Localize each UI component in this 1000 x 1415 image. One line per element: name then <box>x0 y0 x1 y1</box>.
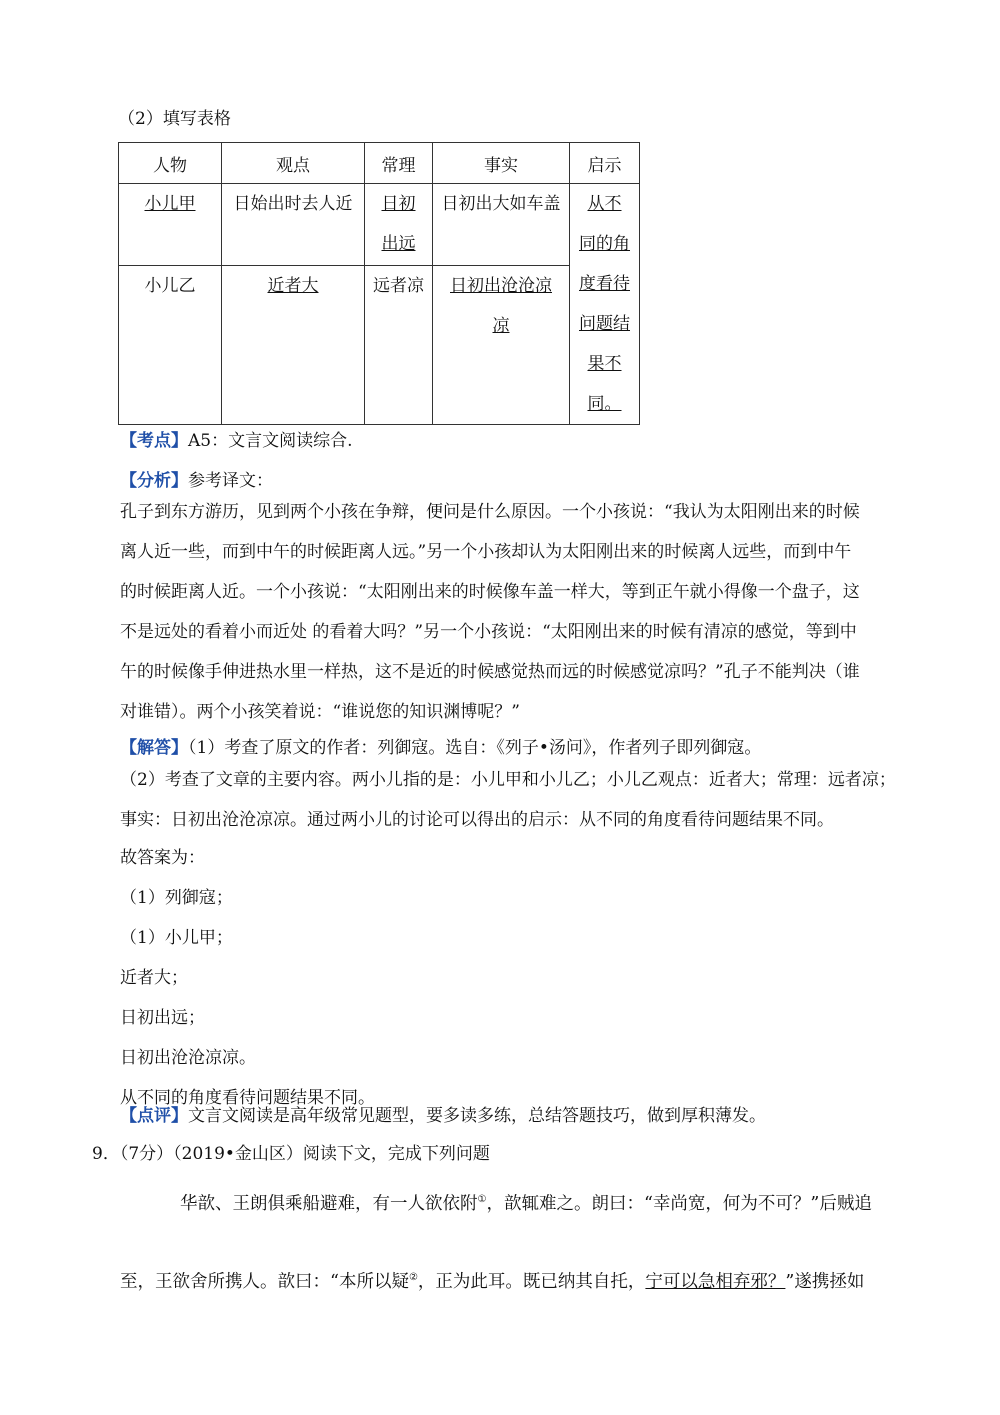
passage-text: ，歆辄难之。朗曰：“幸尚宽，何为不可？”后贼追 <box>486 1194 872 1214</box>
insight-line: 果不 <box>587 354 622 374</box>
row1-reason-line1: 日初 <box>381 194 416 214</box>
insight-cell <box>570 184 640 425</box>
answer-line: （1）列御寇； <box>120 888 233 908</box>
jieda2-line: 事实：日初出沧沧凉凉。通过两小儿的讨论可以得出的启示：从不同的角度看待问题结果不同。 <box>120 810 834 830</box>
answer-line: 近者大； <box>120 968 188 988</box>
answer-table <box>118 142 640 425</box>
question-text: （7分）（2019•金山区）阅读下文，完成下列问题 <box>119 1144 490 1164</box>
row2-reason: 远者凉 <box>373 276 424 297</box>
translation-line: 对谁错）。两个小孩笑着说：“谁说您的知识渊博呢？” <box>120 702 520 722</box>
row2-person: 小儿乙 <box>144 276 196 297</box>
footnote-mark-1: ① <box>477 1194 487 1206</box>
translation-line: 午的时候像手伸进热水里一样热，这不是近的时候感觉热而远的时候感觉凉吗？”孔子不能判决（谁 <box>120 662 860 682</box>
translation-line: 的时候距离人近。一个小孩说：“太阳刚出来的时候像车盖一样大，等到正午就小得像一个盘子，这 <box>120 582 860 602</box>
kaodian-text: A5：文言文阅读综合. <box>188 431 353 451</box>
row1-reason-line2: 出远 <box>381 234 416 254</box>
answer-line: 从不同的角度看待问题结果不同。 <box>120 1088 375 1108</box>
table-header-row <box>119 143 640 184</box>
passage-text: 华歆、王朗俱乘船避难，有一人欲依附 <box>180 1194 478 1214</box>
kaodian-tag: 【考点】 <box>120 431 188 451</box>
section-heading: （2）填写表格 <box>118 109 231 129</box>
header-reason: 常理 <box>365 143 433 184</box>
insight-line: 问题结 <box>579 314 630 334</box>
insight-line: 同。 <box>587 394 622 414</box>
answer-line: 日初出远； <box>120 1008 205 1028</box>
table-row <box>119 184 640 266</box>
jieda-tag: 【解答】 <box>120 738 188 758</box>
jieda-text: （1）考查了原文的作者：列御寇。选自：《列子•汤问》，作者列子即列御寇。 <box>188 738 762 758</box>
passage-text: ，正为此耳。既已纳其自托， <box>417 1272 646 1292</box>
row1-view: 日始出时去人近 <box>233 194 353 214</box>
insight-line: 从不 <box>587 194 622 214</box>
dianping-tag: 【点评】 <box>120 1106 188 1126</box>
passage-line-2 <box>120 1268 864 1293</box>
underlined-sentence: 宁可以急相弃邪？ <box>645 1272 786 1292</box>
kaodian-line <box>120 426 353 451</box>
translation-paragraph <box>120 492 910 732</box>
passage-text: 至，王欲舍所携人。歆曰：“本所以疑 <box>120 1272 409 1292</box>
answer-line: 故答案为： <box>120 848 205 868</box>
insight-line: 同的角 <box>579 234 630 254</box>
answer-line: （1）小儿甲； <box>120 928 233 948</box>
table-row <box>119 266 640 425</box>
row2-fact-line1: 日初出沧沧凉 <box>450 276 552 297</box>
answer-line: 日初出沧沧凉凉。 <box>120 1048 256 1068</box>
translation-line: 不是远处的看着小而近处 的看着大吗？”另一个小孩说：“太阳刚出来的时候有清凉的感觉，等到中 <box>120 622 857 642</box>
dianping-text: 文言文阅读是高年级常见题型，要多读多练，总结答题技巧，做到厚积薄发。 <box>188 1106 766 1126</box>
fenxi-tag: 【分析】 <box>120 471 188 491</box>
insight-line: 度看待 <box>579 274 630 294</box>
jieda2-paragraph <box>120 760 910 840</box>
footnote-mark-2: ② <box>408 1272 418 1284</box>
jieda-line <box>120 733 761 758</box>
header-fact: 事实 <box>433 143 570 184</box>
question-number: 9． <box>92 1144 120 1164</box>
fenxi-line <box>120 466 273 491</box>
row2-fact-line2: 凉 <box>492 316 510 337</box>
row1-person: 小儿甲 <box>144 194 196 214</box>
row1-fact: 日初出大如车盖 <box>441 194 561 214</box>
answer-list <box>120 838 910 1118</box>
header-view: 观点 <box>222 143 365 184</box>
jieda2-line: （2）考查了文章的主要内容。两小儿指的是：小儿甲和小儿乙；小儿乙观点：近者大；常理：远者凉； <box>120 770 896 790</box>
question-9 <box>92 1139 490 1164</box>
translation-line: 离人近一些，而到中午的时候距离人远。”另一个小孩却认为太阳刚出来的时候离人远些，而到中午 <box>120 542 852 562</box>
row2-view: 近者大 <box>267 276 319 297</box>
passage-line-1 <box>180 1190 872 1215</box>
passage-text: ”遂携拯如 <box>785 1272 865 1292</box>
header-person: 人物 <box>119 143 222 184</box>
dianping-line <box>120 1101 766 1126</box>
header-insight: 启示 <box>570 143 640 184</box>
fenxi-text: 参考译文： <box>188 471 273 491</box>
translation-line: 孔子到东方游历，见到两个小孩在争辩，便问是什么原因。一个小孩说：“我认为太阳刚出来的时候 <box>120 502 860 522</box>
